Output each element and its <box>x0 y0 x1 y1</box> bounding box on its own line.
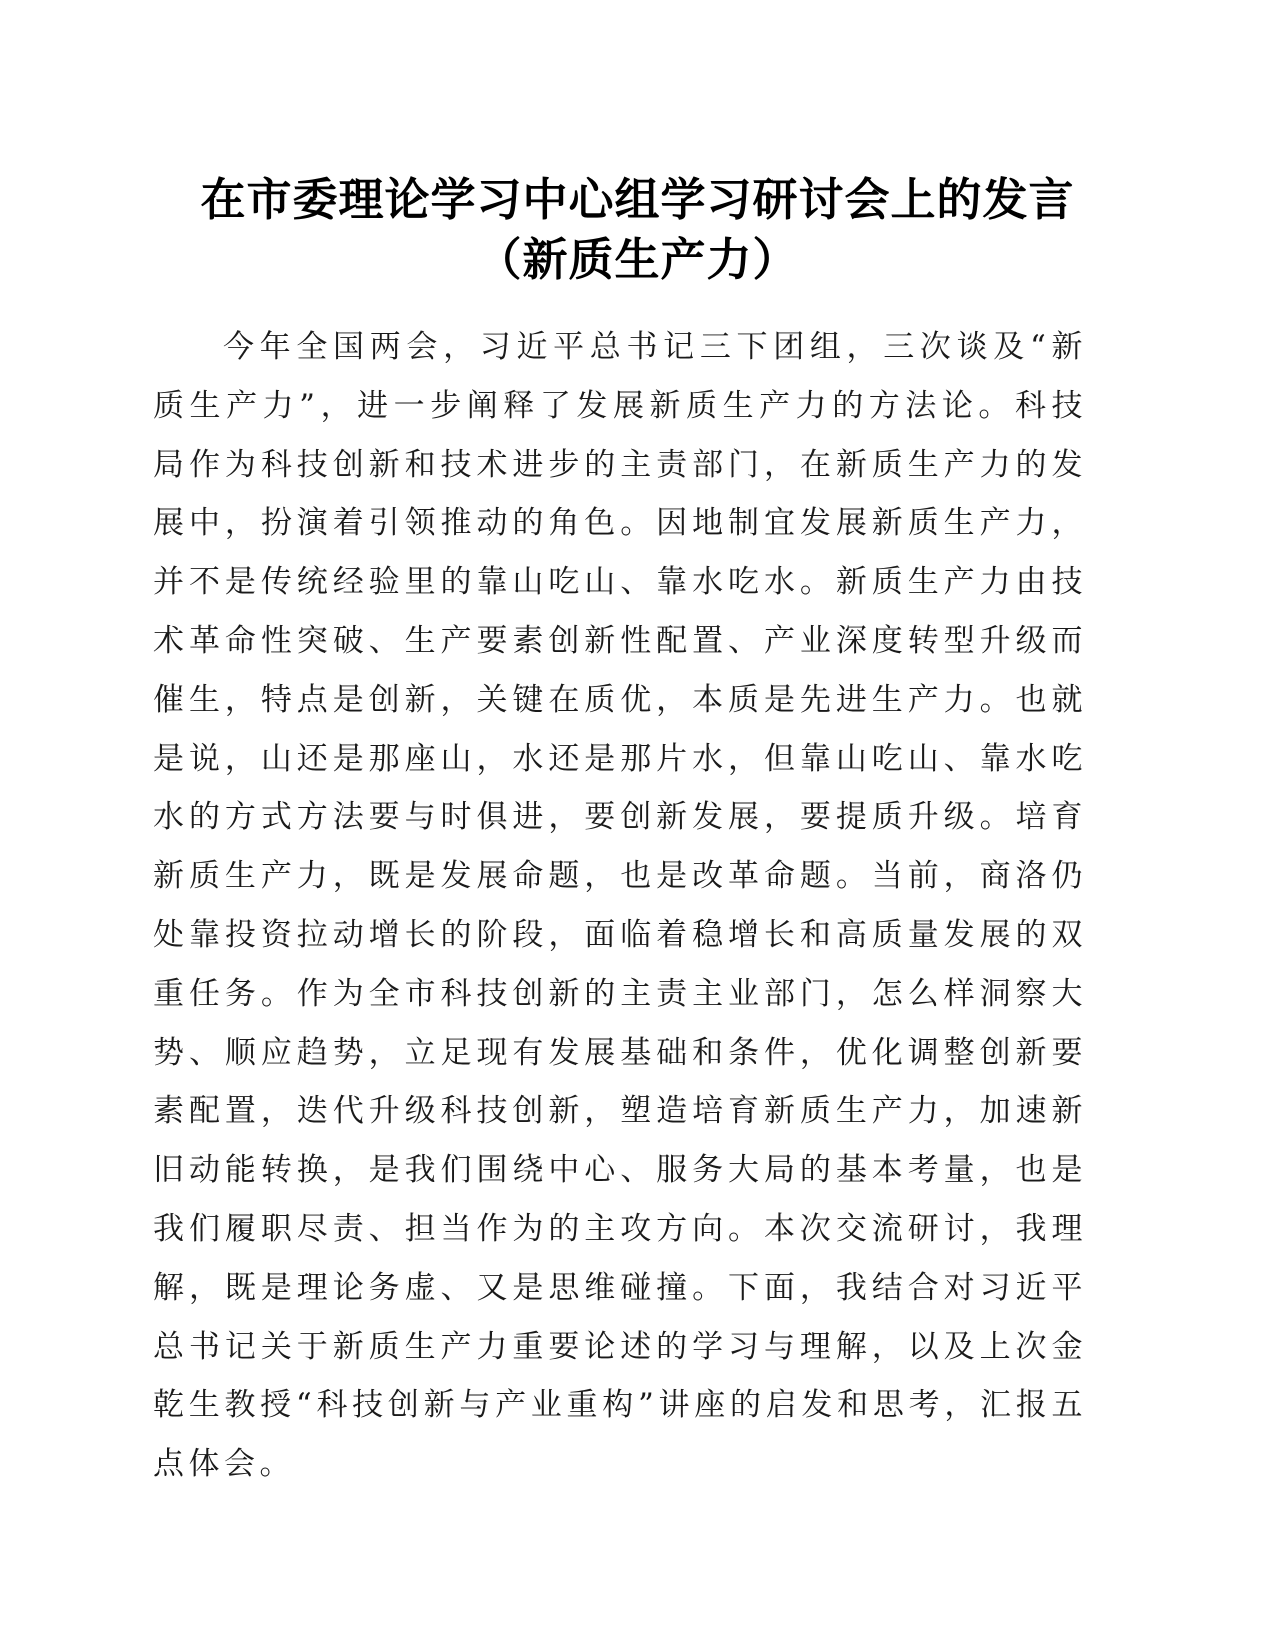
title-line-subtitle: （新质生产力） <box>476 233 799 286</box>
title-line-main: 在市委理论学习中心组学习研讨会上的发言 <box>200 173 1075 226</box>
body-paragraph: 今年全国两会，习近平总书记三下团组，三次谈及“新质生产力”，进一步阐释了发展新质生产力的方法论。科技局作为科技创新和技术进步的主责部门，在新质生产力的发展中，扮演着引领推动的角色。因地制宜发展新质生产力，并不是传统经验里的靠山吃山、靠水吃水。新质生产力由技术革命性突破、生产要素创新性配置、产业深度转型升级而催生，特点是创新，关键在质优，本质是先进生产力。也就是说，山还是那座山，水还是那片水，但靠山吃山、靠水吃水的方式方法要与时俱进，要创新发展，要提质升级。培育新质生产力，既是发展命题，也是改革命题。当前，商洛仍处靠投资拉动增长的阶段，面临着稳增长和高质量发展的双重任务。作为全市科技创新的主责主业部门，怎么样洞察大势、顺应趋势，立足现有发展基础和条件，优化调整创新要素配置，迭代升级科技创新，塑造培育新质生产力，加速新旧动能转换，是我们围绕中心、服务大局的基本考量，也是我们履职尽责、担当作为的主攻方向。本次交流研讨，我理解，既是理论务虚、又是思维碰撞。下面，我结合对习近平总书记关于新质生产力重要论述的学习与理解，以及上次金乾生教授“科技创新与产业重构”讲座的启发和思考，汇报五点体会。 <box>153 329 1087 1483</box>
document-title <box>150 170 1125 290</box>
